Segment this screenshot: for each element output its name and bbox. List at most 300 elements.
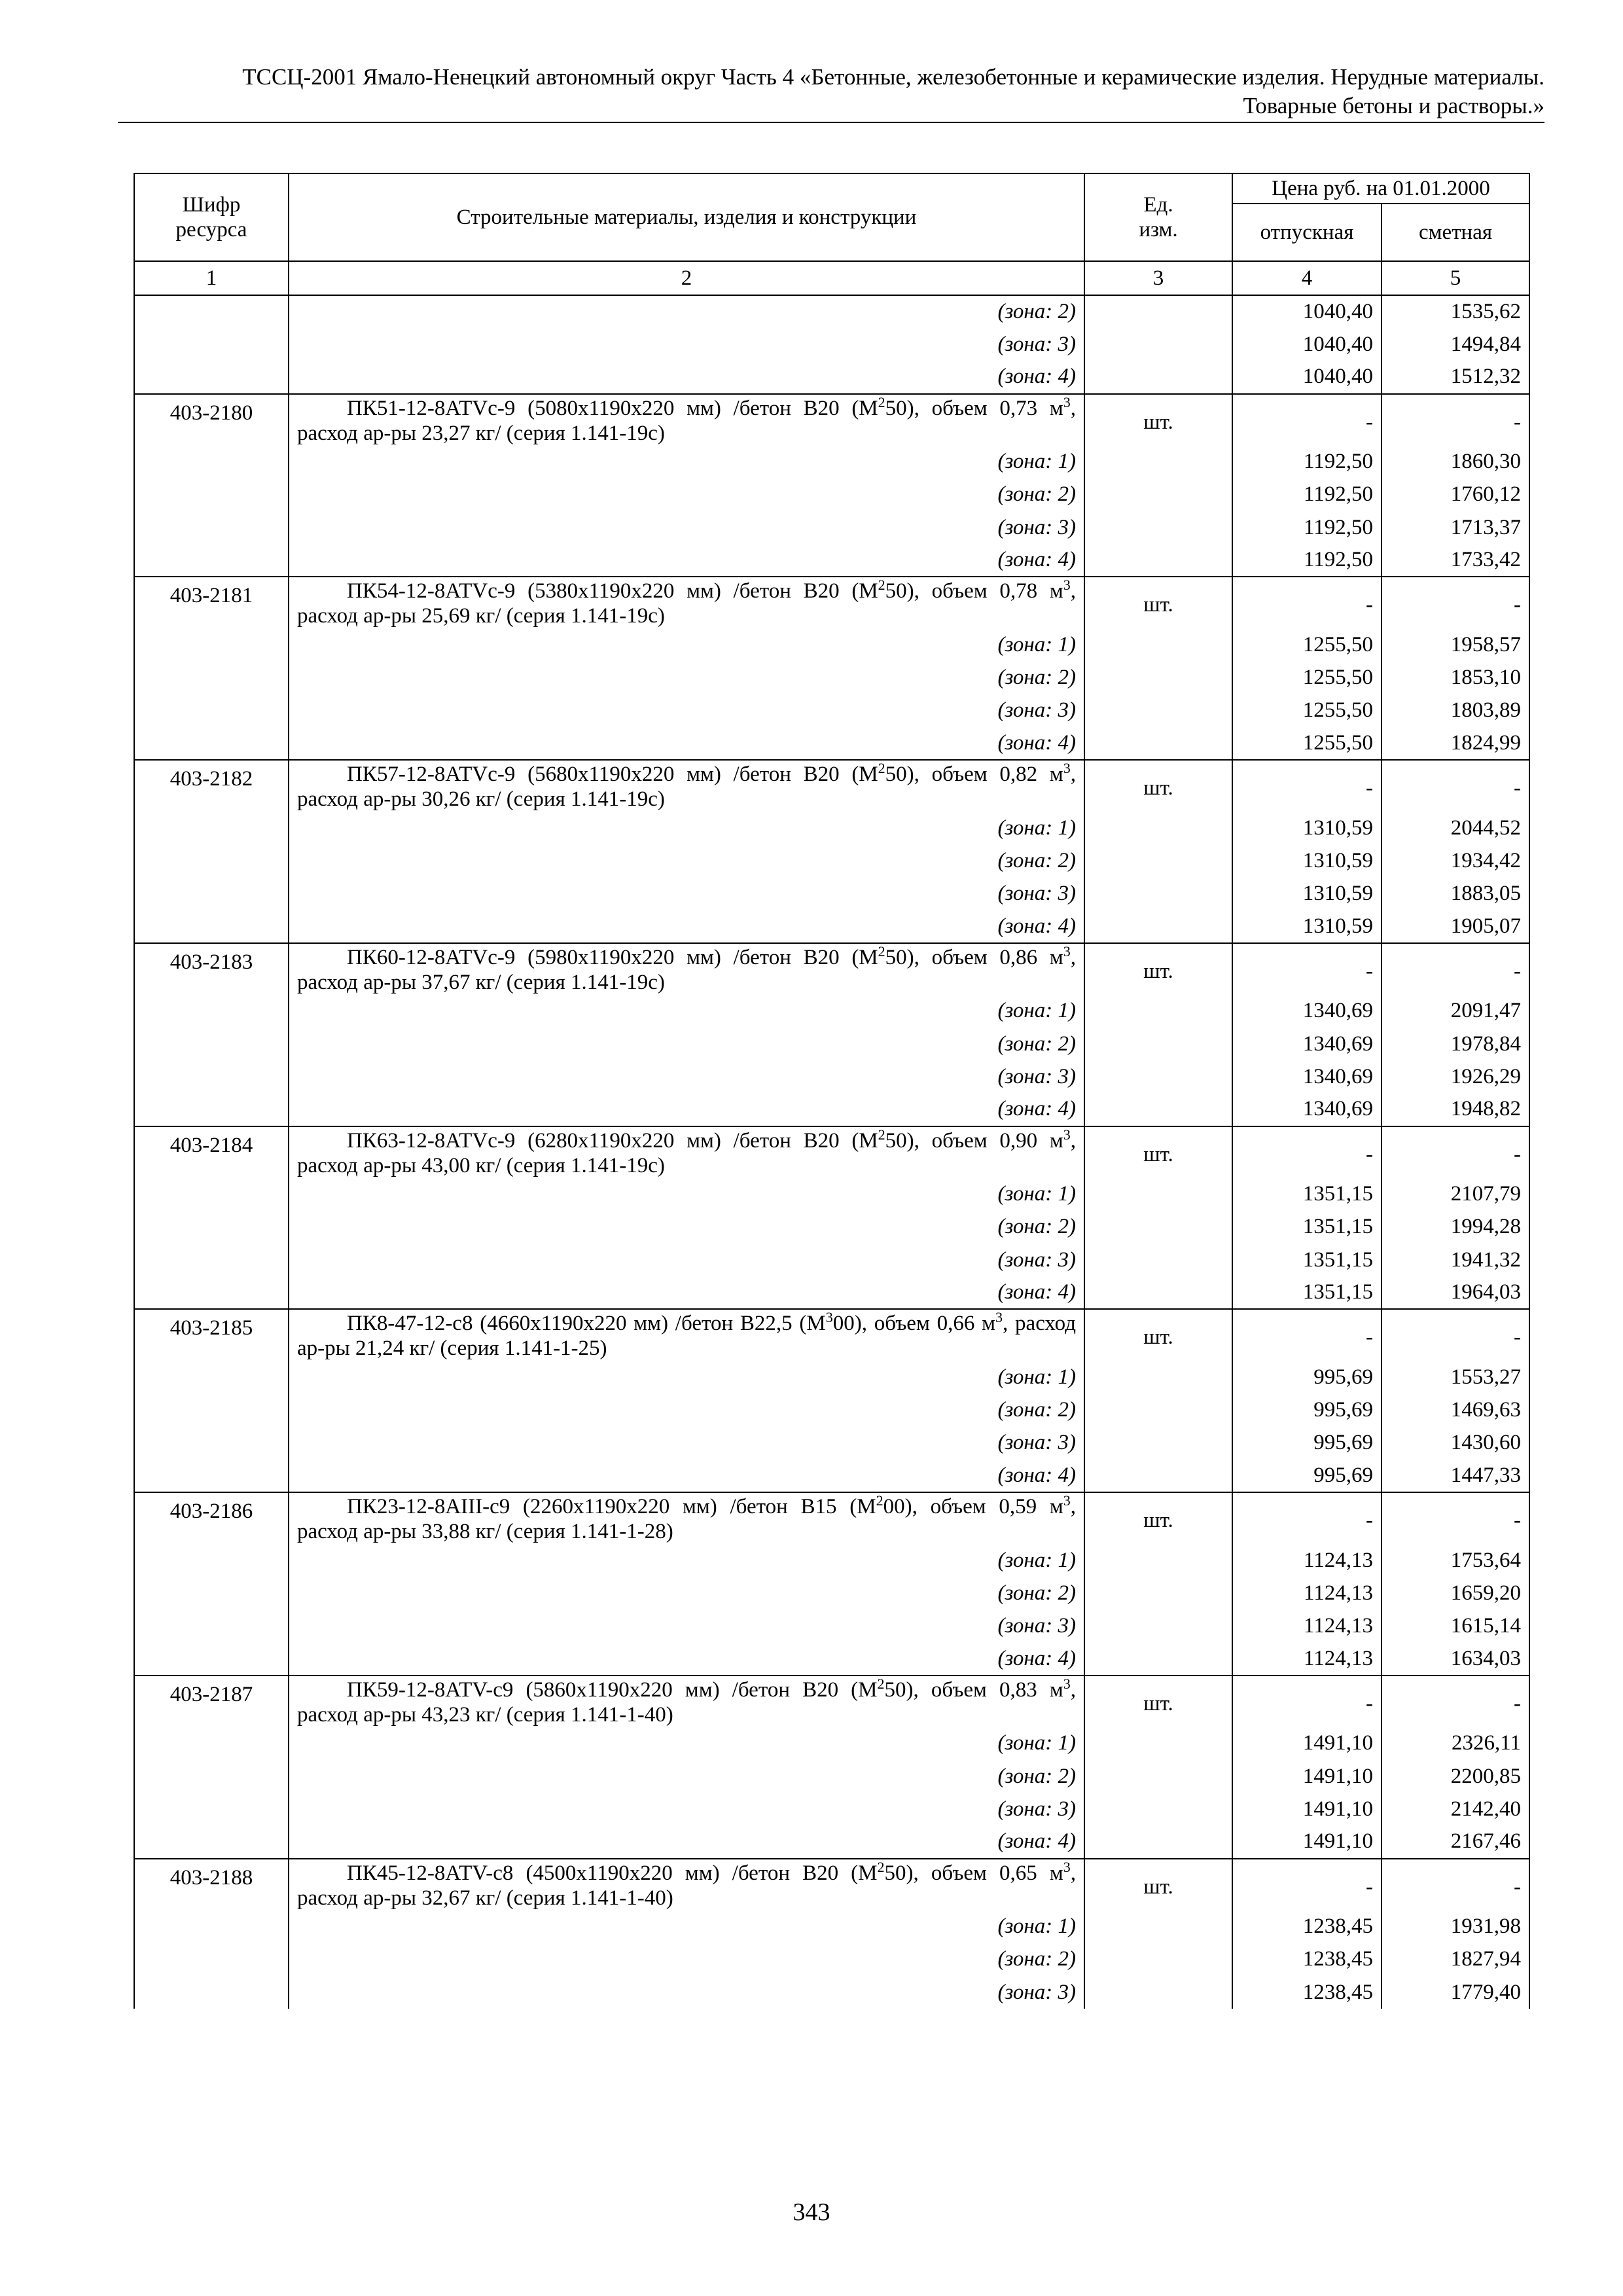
empty-unit-cell [1084,1178,1232,1211]
release-price: 1310,59 [1232,812,1382,844]
zone-label: (зона: 3) [289,1244,1084,1276]
table-row [134,1492,1529,1544]
empty-unit-cell [1084,1093,1232,1126]
empty-unit-cell [1084,1276,1232,1309]
zone-label: (зона: 1) [289,1910,1084,1943]
zone-label: (зона: 2) [289,662,1084,694]
header-line-2: Товарные бетоны и растворы.» [1243,93,1544,118]
release-price: 1310,59 [1232,844,1382,877]
zone-row [134,1760,1529,1793]
empty-unit-cell [1084,1760,1232,1793]
empty-unit-cell [1084,544,1232,577]
release-price: 995,69 [1232,1427,1382,1460]
estimate-price: 1994,28 [1382,1211,1529,1244]
zone-label: (зона: 3) [289,1976,1084,2009]
superscript: 3 [1063,942,1071,960]
empty-unit-cell [1084,1643,1232,1676]
estimate-price: 1634,03 [1382,1643,1529,1676]
desc-part-3: , расход ар-ры 43,23 кг/ (серия 1.141-1-40) [297,1677,1076,1727]
estimate-price: 1824,99 [1382,727,1529,760]
superscript: 2 [877,1675,885,1692]
release-price: 1340,69 [1232,995,1382,1028]
desc-part-2: 50), объем 0,83 м [884,1677,1063,1702]
empty-code-cell [134,478,289,511]
estimate-price: 1553,27 [1382,1361,1529,1393]
release-price: 1255,50 [1232,694,1382,727]
zone-label: (зона: 2) [289,1394,1084,1427]
release-price: - [1232,1859,1382,1910]
desc-part-2: 50), объем 0,86 м [885,945,1063,969]
empty-unit-cell [1084,1394,1232,1427]
empty-unit-cell [1084,1727,1232,1760]
item-description [289,577,1084,628]
zone-row [134,1577,1529,1609]
table-row [134,1676,1529,1727]
superscript: 2 [876,1492,883,1509]
item-description [289,1126,1084,1178]
zone-row [134,910,1529,943]
release-price: 1255,50 [1232,628,1382,661]
resource-code: 403-2186 [134,1492,289,1544]
desc-part-2: 50), объем 0,78 м [885,579,1063,603]
item-description [289,1676,1084,1727]
zone-row [134,361,1529,393]
zone-row [134,1427,1529,1460]
header-name: Строительные материалы, изделия и конструкции [289,173,1084,261]
zone-row [134,1060,1529,1093]
empty-code-cell [134,328,289,361]
empty-unit-cell [1084,1361,1232,1393]
empty-unit-cell [1084,1460,1232,1492]
estimate-price: 2200,85 [1382,1760,1529,1793]
zone-label: (зона: 4) [289,727,1084,760]
estimate-price: 1948,82 [1382,1093,1529,1126]
estimate-price: 1931,98 [1382,1910,1529,1943]
zone-label: (зона: 1) [289,995,1084,1028]
release-price: 1351,15 [1232,1244,1382,1276]
empty-unit-cell [1084,995,1232,1028]
zone-row [134,1544,1529,1577]
item-description [289,1492,1084,1544]
zone-row [134,511,1529,544]
release-price: 1310,59 [1232,910,1382,943]
release-price: 1491,10 [1232,1825,1382,1858]
item-description [289,760,1084,812]
estimate-price: 1615,14 [1382,1609,1529,1642]
table-row [134,394,1529,446]
desc-part-3: , расход ар-ры 37,67 кг/ (серия 1.141-19с) [297,945,1076,994]
empty-unit-cell [1084,1910,1232,1943]
column-number-2: 2 [289,261,1084,295]
estimate-price: 1779,40 [1382,1976,1529,2009]
estimate-price: 1733,42 [1382,544,1529,577]
empty-unit-cell [1084,812,1232,844]
release-price: 995,69 [1232,1460,1382,1492]
estimate-price: - [1382,577,1529,628]
zone-label: (зона: 1) [289,1727,1084,1760]
release-price: 995,69 [1232,1361,1382,1393]
resource-code: 403-2181 [134,577,289,628]
superscript: 3 [995,1309,1003,1326]
empty-code-cell [134,727,289,760]
column-number-4: 4 [1232,261,1382,295]
resource-code: 403-2185 [134,1309,289,1361]
release-price: 1040,40 [1232,295,1382,328]
item-description [289,943,1084,995]
unit-of-measure: шт. [1084,1859,1232,1910]
zone-row [134,1211,1529,1244]
empty-code-cell [134,295,289,328]
release-price: 1340,69 [1232,1028,1382,1060]
zone-row [134,1361,1529,1393]
estimate-price: 1447,33 [1382,1460,1529,1492]
superscript: 3 [825,1309,833,1326]
header-rule [118,122,1544,123]
table-row [134,943,1529,995]
price-table [134,173,1530,2009]
empty-code-cell [134,511,289,544]
zone-row [134,995,1529,1028]
release-price: 1491,10 [1232,1793,1382,1825]
desc-part-1: ПК59-12-8АТV-с9 (5860х1190х220 мм) /бетон В20 (М [347,1677,878,1702]
empty-code-cell [134,1394,289,1427]
zone-label: (зона: 2) [289,295,1084,328]
release-price: - [1232,760,1382,812]
release-price: 1351,15 [1232,1211,1382,1244]
desc-part-1: ПК45-12-8АТV-с8 (4500х1190х220 мм) /бетон В20 (М [347,1861,878,1885]
empty-code-cell [134,628,289,661]
desc-part-1: ПК60-12-8АТVс-9 (5980х1190х220 мм) /бетон В20 (М [347,945,878,969]
superscript: 3 [1063,577,1071,594]
empty-code-cell [134,544,289,577]
zone-row [134,1460,1529,1492]
resource-code: 403-2182 [134,760,289,812]
empty-unit-cell [1084,727,1232,760]
release-price: 1124,13 [1232,1643,1382,1676]
zone-row [134,628,1529,661]
unit-of-measure: шт. [1084,577,1232,628]
empty-unit-cell [1084,446,1232,478]
zone-row [134,1910,1529,1943]
unit-of-measure: шт. [1084,1126,1232,1178]
empty-unit-cell [1084,1028,1232,1060]
table-row [134,577,1529,628]
estimate-price: - [1382,1676,1529,1727]
empty-unit-cell [1084,1825,1232,1858]
release-price: - [1232,943,1382,995]
unit-of-measure: шт. [1084,943,1232,995]
zone-row [134,1276,1529,1309]
empty-code-cell [134,1276,289,1309]
estimate-price: - [1382,760,1529,812]
empty-code-cell [134,1825,289,1858]
table-row [134,1859,1529,1910]
empty-unit-cell [1084,1060,1232,1093]
estimate-price: 1494,84 [1382,328,1529,361]
estimate-price: 1469,63 [1382,1394,1529,1427]
empty-unit-cell [1084,295,1232,328]
zone-row [134,1093,1529,1126]
empty-unit-cell [1084,1211,1232,1244]
resource-code: 403-2187 [134,1676,289,1727]
release-price: 1124,13 [1232,1544,1382,1577]
item-description [289,1309,1084,1361]
zone-label: (зона: 4) [289,1825,1084,1858]
item-description [289,1859,1084,1910]
desc-part-2: 50), объем 0,90 м [885,1128,1063,1153]
empty-code-cell [134,1178,289,1211]
estimate-price: 1512,32 [1382,361,1529,393]
zone-row [134,328,1529,361]
empty-code-cell [134,694,289,727]
empty-code-cell [134,844,289,877]
resource-code: 403-2184 [134,1126,289,1178]
zone-label: (зона: 1) [289,628,1084,661]
release-price: 1124,13 [1232,1609,1382,1642]
estimate-price: - [1382,1859,1529,1910]
desc-part-2: 00), объем 0,66 м [832,1312,996,1336]
zone-label: (зона: 3) [289,1609,1084,1642]
zone-label: (зона: 3) [289,1427,1084,1460]
empty-unit-cell [1084,1976,1232,2009]
release-price: 1491,10 [1232,1760,1382,1793]
zone-row [134,1643,1529,1676]
superscript: 2 [878,577,885,594]
release-price: 1192,50 [1232,478,1382,511]
resource-code: 403-2183 [134,943,289,995]
empty-code-cell [134,1976,289,2009]
estimate-price: - [1382,1492,1529,1544]
desc-part-1: ПК8-47-12-с8 (4660х1190х220 мм) /бетон В22,5 (М [347,1312,826,1336]
estimate-price: 1941,32 [1382,1244,1529,1276]
release-price: 1238,45 [1232,1976,1382,2009]
empty-unit-cell [1084,662,1232,694]
zone-label: (зона: 4) [289,1093,1084,1126]
zone-label: (зона: 2) [289,844,1084,877]
desc-part-1: ПК57-12-8АТVс-9 (5680х1190х220 мм) /бетон В20 (М [347,762,878,787]
estimate-price: 1905,07 [1382,910,1529,943]
desc-part-3: , расход ар-ры 30,26 кг/ (серия 1.141-19с) [297,762,1076,812]
estimate-price: 1659,20 [1382,1577,1529,1609]
zone-label: (зона: 4) [289,1643,1084,1676]
estimate-price: 1934,42 [1382,844,1529,877]
estimate-price: 1964,03 [1382,1276,1529,1309]
empty-code-cell [134,1361,289,1393]
table-row [134,1309,1529,1361]
superscript: 3 [1063,1492,1071,1509]
release-price: 1040,40 [1232,328,1382,361]
zone-row [134,1976,1529,2009]
estimate-price: - [1382,943,1529,995]
empty-code-cell [134,910,289,943]
empty-unit-cell [1084,328,1232,361]
unit-of-measure: шт. [1084,1309,1232,1361]
zone-row [134,844,1529,877]
desc-part-3: , расход ар-ры 23,27 кг/ (серия 1.141-19с) [297,396,1076,445]
zone-row [134,1244,1529,1276]
zone-label: (зона: 3) [289,328,1084,361]
empty-unit-cell [1084,1244,1232,1276]
resource-code: 403-2180 [134,394,289,446]
release-price: 1238,45 [1232,1910,1382,1943]
estimate-price: 1535,62 [1382,295,1529,328]
empty-code-cell [134,995,289,1028]
column-number-5: 5 [1382,261,1529,295]
release-price: 1192,50 [1232,446,1382,478]
release-price: 1351,15 [1232,1276,1382,1309]
empty-unit-cell [1084,844,1232,877]
zone-label: (зона: 1) [289,446,1084,478]
empty-code-cell [134,1760,289,1793]
release-price: 1255,50 [1232,662,1382,694]
superscript: 3 [1063,1675,1071,1692]
estimate-price: 1978,84 [1382,1028,1529,1060]
estimate-price: - [1382,394,1529,446]
zone-row [134,1793,1529,1825]
zone-label: (зона: 2) [289,1028,1084,1060]
estimate-price: 1713,37 [1382,511,1529,544]
zone-label: (зона: 2) [289,1211,1084,1244]
zone-row [134,694,1529,727]
zone-label: (зона: 3) [289,1793,1084,1825]
header-unit: Ед. изм. [1084,173,1232,261]
zone-label: (зона: 2) [289,1943,1084,1976]
table-row [134,1126,1529,1178]
release-price: - [1232,1309,1382,1361]
release-price: 1124,13 [1232,1577,1382,1609]
unit-of-measure: шт. [1084,1492,1232,1544]
empty-unit-cell [1084,1544,1232,1577]
superscript: 2 [878,393,885,410]
estimate-price: 1827,94 [1382,1943,1529,1976]
item-description [289,394,1084,446]
empty-unit-cell [1084,1943,1232,1976]
estimate-price: 2326,11 [1382,1727,1529,1760]
empty-code-cell [134,1211,289,1244]
unit-of-measure: шт. [1084,1676,1232,1727]
desc-part-1: ПК63-12-8АТVс-9 (6280х1190х220 мм) /бетон В20 (М [347,1128,878,1153]
column-number-1: 1 [134,261,289,295]
empty-unit-cell [1084,1427,1232,1460]
empty-code-cell [134,1060,289,1093]
empty-code-cell [134,361,289,393]
estimate-price: 2142,40 [1382,1793,1529,1825]
estimate-price: 2044,52 [1382,812,1529,844]
zone-row [134,1609,1529,1642]
zone-row [134,1825,1529,1858]
header-estimate: сметная [1382,204,1529,261]
release-price: 1255,50 [1232,727,1382,760]
empty-code-cell [134,1910,289,1943]
zone-row [134,727,1529,760]
estimate-price: 1753,64 [1382,1544,1529,1577]
empty-unit-cell [1084,694,1232,727]
zone-row [134,446,1529,478]
release-price: 995,69 [1232,1394,1382,1427]
unit-of-measure: шт. [1084,394,1232,446]
desc-part-3: , расход ар-ры 32,67 кг/ (серия 1.141-1-40) [297,1861,1076,1910]
empty-unit-cell [1084,1793,1232,1825]
release-price: 1192,50 [1232,511,1382,544]
release-price: - [1232,1492,1382,1544]
estimate-price: 1803,89 [1382,694,1529,727]
zone-label: (зона: 4) [289,910,1084,943]
release-price: - [1232,394,1382,446]
release-price: - [1232,1676,1382,1727]
empty-unit-cell [1084,511,1232,544]
desc-part-2: 50), объем 0,65 м [884,1861,1063,1885]
empty-unit-cell [1084,628,1232,661]
release-price: 1040,40 [1232,361,1382,393]
zone-label: (зона: 3) [289,1060,1084,1093]
zone-label: (зона: 4) [289,544,1084,577]
release-price: 1351,15 [1232,1178,1382,1211]
page-number: 343 [793,2198,830,2226]
empty-unit-cell [1084,877,1232,910]
estimate-price: 1883,05 [1382,877,1529,910]
release-price: 1340,69 [1232,1093,1382,1126]
desc-part-2: 50), объем 0,73 м [885,396,1063,420]
empty-unit-cell [1084,361,1232,393]
zone-label: (зона: 2) [289,1577,1084,1609]
zone-row [134,1943,1529,1976]
empty-code-cell [134,1643,289,1676]
empty-code-cell [134,446,289,478]
zone-label: (зона: 2) [289,478,1084,511]
header-line-1: ТССЦ-2001 Ямало-Ненецкий автономный округ Часть 4 «Бетонные, железобетонные и керамические изделия. Нерудные материалы. [242,64,1544,90]
release-price: 1238,45 [1232,1943,1382,1976]
empty-unit-cell [1084,1577,1232,1609]
superscript: 2 [877,1858,885,1875]
zone-row [134,1394,1529,1427]
superscript: 2 [878,760,885,777]
estimate-price: 2167,46 [1382,1825,1529,1858]
zone-row [134,812,1529,844]
zone-row [134,877,1529,910]
superscript: 3 [1063,760,1071,777]
zone-label: (зона: 3) [289,511,1084,544]
release-price: 1491,10 [1232,1727,1382,1760]
estimate-price: 1926,29 [1382,1060,1529,1093]
empty-code-cell [134,1943,289,1976]
empty-code-cell [134,1427,289,1460]
desc-part-3: , расход ар-ры 33,88 кг/ (серия 1.141-1-28) [297,1495,1076,1544]
release-price: - [1232,1126,1382,1178]
superscript: 3 [1063,393,1071,410]
superscript: 3 [1063,1858,1071,1875]
empty-code-cell [134,662,289,694]
superscript: 2 [878,1126,885,1143]
zone-row [134,662,1529,694]
zone-row [134,478,1529,511]
unit-of-measure: шт. [1084,760,1232,812]
empty-code-cell [134,1028,289,1060]
zone-label: (зона: 1) [289,1544,1084,1577]
header-release: отпускная [1232,204,1382,261]
estimate-price: - [1382,1126,1529,1178]
zone-label: (зона: 3) [289,694,1084,727]
empty-code-cell [134,1244,289,1276]
empty-code-cell [134,812,289,844]
resource-code: 403-2188 [134,1859,289,1910]
superscript: 3 [1063,1126,1071,1143]
release-price: 1310,59 [1232,877,1382,910]
empty-code-cell [134,877,289,910]
estimate-price: 1853,10 [1382,662,1529,694]
empty-code-cell [134,1460,289,1492]
empty-unit-cell [1084,910,1232,943]
zone-label: (зона: 2) [289,1760,1084,1793]
